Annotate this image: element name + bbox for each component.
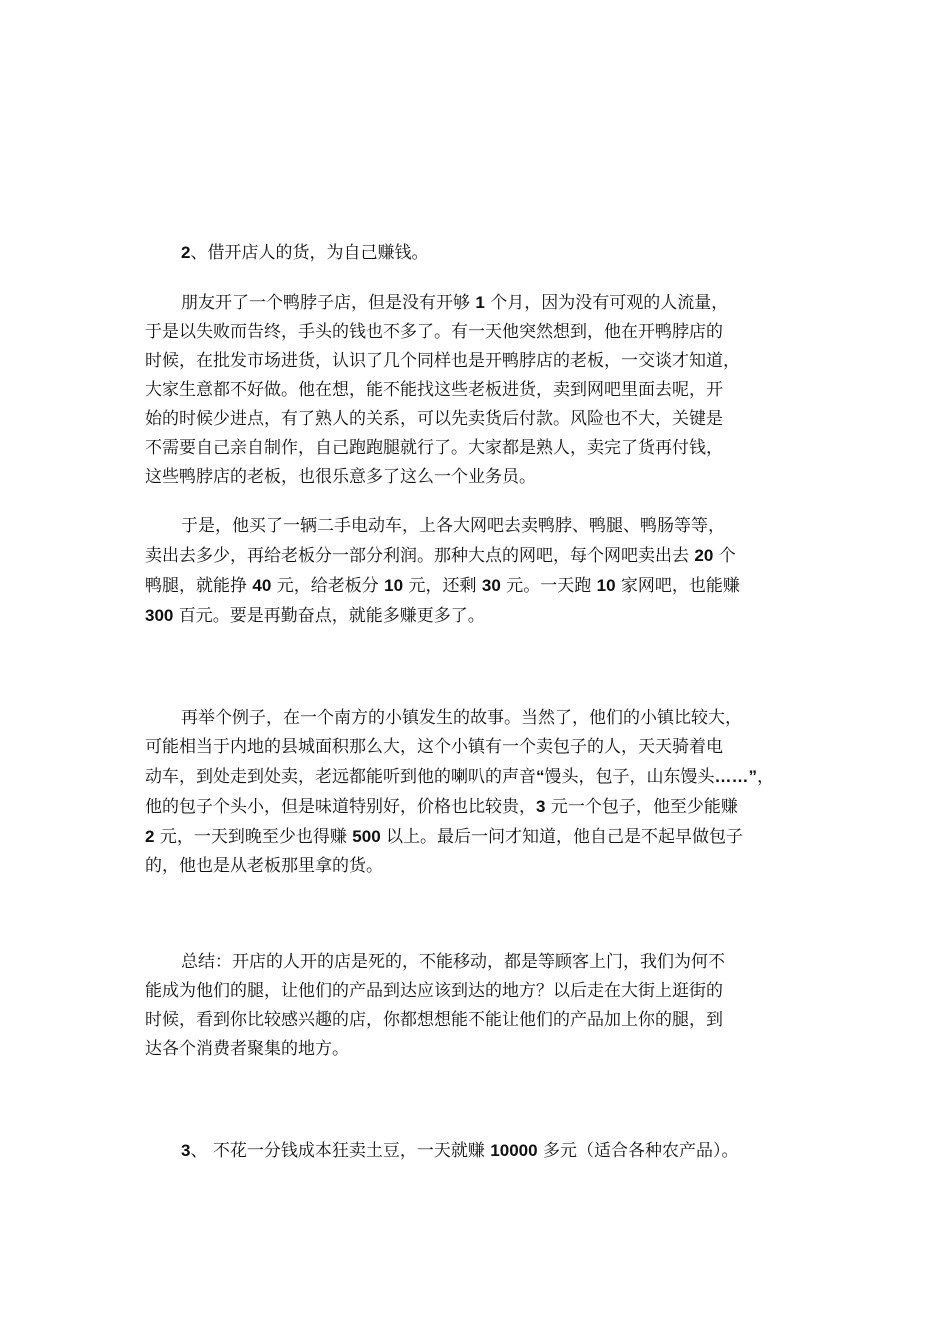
text-line: 不需要自己亲自制作，自己跑跑腿就行了。大家都是熟人，卖完了货再付钱， <box>145 438 723 458</box>
text-line <box>145 288 805 318</box>
text-run: 百元。要是再勤奋点，就能多赚更多了。 <box>173 606 485 626</box>
number-run: 1 <box>475 293 485 312</box>
heading-text: 、借开店人的货，为自己赚钱。 <box>190 243 429 263</box>
text-line: 大家生意都不好做。他在想，能不能找这些老板进货，卖到网吧里面去呢，开 <box>145 380 723 400</box>
paragraph-summary <box>145 948 805 1064</box>
text-line: 这些鸭脖店的老板，也很乐意多了这么一个业务员。 <box>145 467 536 487</box>
number-run: 10 <box>596 576 616 595</box>
text-line <box>145 822 805 852</box>
text-line: 能成为他们的腿，让他们的产品到达应该到达的地方？以后走在大街上逛街的 <box>145 981 723 1001</box>
text-run: 以上。最后一问才知道，他自己是不起早做包子 <box>380 827 744 847</box>
text-line: 于是以失败而告终，手头的钱也不多了。有一天他突然想到，他在开鸭脖店的 <box>145 322 723 342</box>
number-run: 30 <box>481 576 501 595</box>
heading-text: 多元（适合各种农产品）。 <box>537 1141 739 1161</box>
number-run: 300 <box>145 606 174 625</box>
paragraph-duck-neck-shop <box>145 288 805 492</box>
quote-mark: “ <box>536 767 545 786</box>
text-run: 个 <box>713 546 736 566</box>
number-run: 10 <box>384 576 404 595</box>
text-run: 鸭腿，就能挣 <box>145 576 253 596</box>
text-run: 元一个包子，他至少能赚 <box>545 797 738 817</box>
text-line <box>145 571 805 601</box>
text-line: 始的时候少进点，有了熟人的关系，可以先卖货后付款。风险也不大，关键是 <box>145 409 723 429</box>
text-run: 元。一天跑 <box>500 576 597 596</box>
number-run: 3 <box>536 797 546 816</box>
number-run: 20 <box>694 546 714 565</box>
text-run: 他的包子个头小，但是味道特别好，价格也比较贵， <box>145 797 536 817</box>
text-run: 个月，因为没有可观的人流量， <box>484 293 729 313</box>
text-line: 于是，他买了一辆二手电动车，上各大网吧去卖鸭脖、鸭腿、鸭肠等等， <box>181 516 725 536</box>
number-run: 40 <box>252 576 272 595</box>
text-run: 馒头，包子，山东馒头 <box>544 767 715 787</box>
number-run: 2 <box>145 827 155 846</box>
quote-mark: ……” <box>714 767 757 786</box>
text-line: 可能相当于内地的县城面积那么大，这个小镇有一个卖包子的人，天天骑着电 <box>145 737 723 757</box>
text-line: 再举个例子，在一个南方的小镇发生的故事。当然了，他们的小镇比较大， <box>181 708 742 728</box>
number-run: 500 <box>352 827 381 846</box>
heading-number: 2 <box>181 243 191 262</box>
text-line <box>145 762 805 792</box>
paragraph-steamed-bun-seller <box>145 704 805 881</box>
text-line <box>145 541 805 571</box>
text-line: 时候，看到你比较感兴趣的店，你都想想能不能让他们的产品加上你的腿，到 <box>145 1010 723 1030</box>
text-run: 元，给老板分 <box>271 576 385 596</box>
text-run: 朋友开了一个鸭脖子店，但是没有开够 <box>181 293 476 313</box>
text-run: 卖出去多少，再给老板分一部分利润。那种大点的网吧，每个网吧卖出去 <box>145 546 695 566</box>
text-line: 总结：开店的人开的店是死的，不能移动，都是等顾客上门，我们为何不 <box>181 952 725 972</box>
heading-number: 3 <box>181 1141 191 1160</box>
text-run: 元，还剩 <box>403 576 482 596</box>
text-run: 动车，到处走到处卖，老远都能听到他的喇叭的声音 <box>145 767 536 787</box>
text-run: ， <box>757 767 774 787</box>
paragraph-internet-cafe-sales <box>145 512 805 631</box>
text-line <box>145 792 805 822</box>
text-line: 的，他也是从老板那里拿的货。 <box>145 856 383 876</box>
text-line: 达各个消费者聚集的地方。 <box>145 1039 349 1059</box>
text-line <box>145 601 805 631</box>
section-heading-2 <box>145 238 841 268</box>
section-heading-3 <box>145 1136 841 1166</box>
text-line: 时候，在批发市场进货，认识了几个同样也是开鸭脖店的老板，一交谈才知道， <box>145 351 740 371</box>
text-run: 元，一天到晚至少也得赚 <box>154 827 353 847</box>
text-run: 家网吧，也能赚 <box>615 576 740 596</box>
heading-amount: 10000 <box>490 1141 538 1160</box>
heading-text: 、 不花一分钱成本狂卖土豆，一天就赚 <box>190 1141 491 1161</box>
